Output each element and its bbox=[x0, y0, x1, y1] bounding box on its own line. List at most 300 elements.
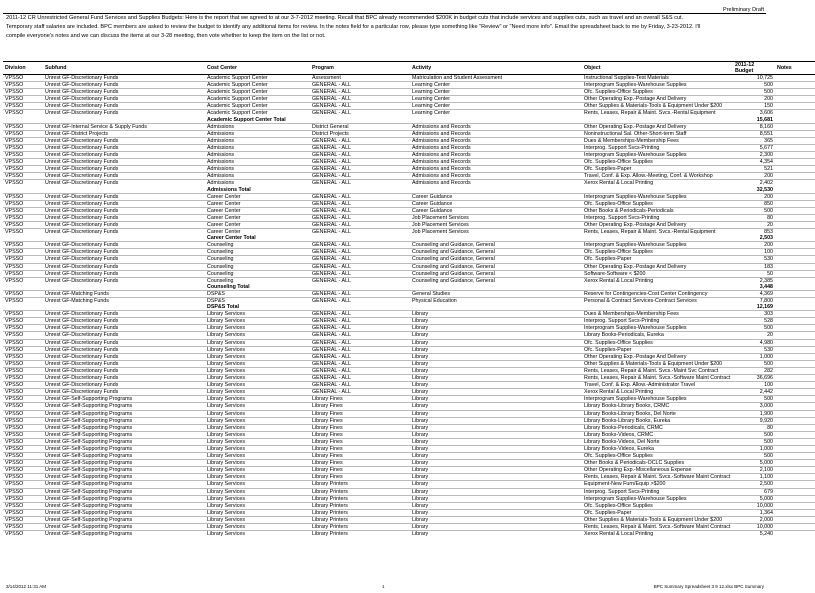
table-row bbox=[3, 346, 815, 353]
table-cell: 500 bbox=[733, 453, 775, 460]
table-cell: 365 bbox=[733, 137, 775, 144]
notes-cell[interactable] bbox=[775, 346, 815, 353]
notes-cell[interactable] bbox=[775, 193, 815, 200]
notes-cell[interactable] bbox=[775, 256, 815, 263]
notes-cell[interactable] bbox=[775, 249, 815, 256]
table-cell: Library Services bbox=[205, 509, 310, 516]
table-cell: Ofc. Supplies-Paper bbox=[582, 256, 733, 263]
notes-cell[interactable] bbox=[775, 235, 815, 242]
table-cell: 8,160 bbox=[733, 123, 775, 130]
footer-filename: BPC Summary Spreadsheet 3 9 12.xlsx BPC Summary bbox=[653, 584, 764, 589]
notes-cell[interactable] bbox=[775, 152, 815, 159]
table-cell: Interprogram Supplies-Warehouse Supplies bbox=[582, 242, 733, 249]
table-cell: Unrest GF-Self-Supporting Programs bbox=[43, 524, 205, 531]
table-row bbox=[3, 445, 815, 452]
table-cell: Ofc. Supplies-Office Supplies bbox=[582, 89, 733, 96]
table-cell: DSP&S bbox=[205, 290, 310, 297]
table-cell: Admissions bbox=[205, 137, 310, 144]
notes-cell[interactable] bbox=[775, 200, 815, 207]
table-cell: Library bbox=[410, 389, 582, 396]
table-cell: Unrest GF-Discretionary Funds bbox=[43, 75, 205, 82]
notes-cell[interactable] bbox=[775, 431, 815, 438]
table-cell: 183 bbox=[733, 263, 775, 270]
table-cell: Career Center bbox=[205, 214, 310, 221]
table-cell: VPSSO bbox=[3, 249, 43, 256]
table-cell: 200 bbox=[733, 242, 775, 249]
notes-cell[interactable] bbox=[775, 531, 815, 538]
notes-cell[interactable] bbox=[775, 290, 815, 297]
notes-cell[interactable] bbox=[775, 173, 815, 180]
table-cell: GENERAL - ALL bbox=[310, 353, 410, 360]
table-cell: Ofc. Supplies-Office Supplies bbox=[582, 200, 733, 207]
table-cell: GENERAL - ALL bbox=[310, 346, 410, 353]
table-cell: 32,530 bbox=[756, 186, 773, 193]
table-cell: GENERAL - ALL bbox=[310, 137, 410, 144]
notes-cell[interactable] bbox=[775, 410, 815, 417]
table-cell: Library Services bbox=[205, 531, 310, 538]
notes-cell[interactable] bbox=[775, 103, 815, 110]
notes-cell[interactable] bbox=[775, 298, 815, 305]
table-cell: Library Books-Library Books, Eureka bbox=[582, 417, 733, 424]
table-cell: Unrest GF-Discretionary Funds bbox=[43, 277, 205, 284]
table-cell: Unrest GF-Discretionary Funds bbox=[43, 375, 205, 382]
table-row bbox=[3, 290, 815, 297]
table-cell: Library bbox=[410, 488, 582, 495]
table-cell: Unrest GF-Discretionary Funds bbox=[43, 318, 205, 325]
table-cell: Admissions Total bbox=[207, 186, 251, 193]
table-cell: Library Books-Videos, Del Norte bbox=[582, 438, 733, 445]
table-cell: 36,696 bbox=[733, 375, 775, 382]
table-row bbox=[3, 152, 815, 159]
notes-cell[interactable] bbox=[775, 417, 815, 424]
notes-cell[interactable] bbox=[775, 367, 815, 374]
notes-cell[interactable] bbox=[775, 123, 815, 130]
notes-cell[interactable] bbox=[775, 474, 815, 481]
table-cell bbox=[3, 117, 43, 124]
notes-cell[interactable] bbox=[775, 242, 815, 249]
table-cell: Unrest GF-Discretionary Funds bbox=[43, 96, 205, 103]
table-cell: VPSSO bbox=[3, 325, 43, 332]
notes-cell[interactable] bbox=[775, 424, 815, 431]
notes-cell[interactable] bbox=[775, 75, 815, 82]
notes-cell[interactable] bbox=[775, 325, 815, 332]
table-cell: 5,000 bbox=[733, 460, 775, 467]
notes-cell[interactable] bbox=[775, 137, 815, 144]
table-cell: Interprog. Support Svcs-Printing bbox=[582, 214, 733, 221]
table-cell: Counseling and Guidance, General bbox=[410, 277, 582, 284]
notes-cell[interactable] bbox=[775, 130, 815, 137]
table-cell bbox=[410, 117, 582, 124]
table-cell: Library bbox=[410, 367, 582, 374]
table-cell: Learning Center bbox=[410, 103, 582, 110]
table-cell: 12,169 bbox=[756, 304, 773, 311]
table-cell: Admissions and Records bbox=[410, 152, 582, 159]
table-cell: Library Books-Periodicals, Eureka bbox=[582, 332, 733, 339]
column-header: Notes bbox=[775, 62, 815, 75]
table-cell: GENERAL - ALL bbox=[310, 270, 410, 277]
notes-cell[interactable] bbox=[775, 166, 815, 173]
table-cell: 528 bbox=[733, 318, 775, 325]
column-header: Cost Center bbox=[205, 62, 310, 75]
table-cell: Counseling bbox=[205, 242, 310, 249]
table-cell: VPSSO bbox=[3, 424, 43, 431]
notes-cell[interactable] bbox=[775, 332, 815, 339]
notes-cell[interactable] bbox=[775, 524, 815, 531]
table-cell: GENERAL - ALL bbox=[310, 89, 410, 96]
table-cell: Other Supplies & Materials-Tools & Equipment Under $200 bbox=[582, 103, 733, 110]
table-cell: 530 bbox=[733, 256, 775, 263]
notes-cell[interactable] bbox=[775, 396, 815, 403]
table-cell: Admissions bbox=[205, 123, 310, 130]
table-cell: GENERAL - ALL bbox=[310, 207, 410, 214]
notes-cell[interactable] bbox=[775, 481, 815, 488]
table-cell: Unrest GF-Self-Supporting Programs bbox=[43, 516, 205, 523]
notes-cell[interactable] bbox=[775, 277, 815, 284]
table-cell: Library Services bbox=[205, 438, 310, 445]
table-cell: 2,402 bbox=[733, 180, 775, 187]
notes-cell[interactable] bbox=[775, 82, 815, 89]
table-cell: Unrest GF-Discretionary Funds bbox=[43, 249, 205, 256]
table-cell: 7,800 bbox=[733, 298, 775, 305]
notes-cell[interactable] bbox=[775, 207, 815, 214]
table-row bbox=[3, 524, 815, 531]
table-cell: Library Services bbox=[205, 339, 310, 346]
table-cell: VPSSO bbox=[3, 382, 43, 389]
table-cell: Library Printers bbox=[310, 516, 410, 523]
table-cell: Library Printers bbox=[310, 502, 410, 509]
table-cell: Library bbox=[410, 431, 582, 438]
table-cell: 2,300 bbox=[733, 152, 775, 159]
notes-cell[interactable] bbox=[775, 96, 815, 103]
table-cell: 10,725 bbox=[733, 75, 775, 82]
table-cell: Library bbox=[410, 445, 582, 452]
table-cell: VPSSO bbox=[3, 159, 43, 166]
table-cell: Library bbox=[410, 360, 582, 367]
notes-cell[interactable] bbox=[775, 502, 815, 509]
notes-cell[interactable] bbox=[775, 263, 815, 270]
table-cell: Learning Center bbox=[410, 96, 582, 103]
table-cell: Unrest GF-Discretionary Funds bbox=[43, 152, 205, 159]
table-cell: Academic Support Center Total bbox=[207, 116, 286, 123]
table-cell: Library bbox=[410, 332, 582, 339]
table-cell: Unrest GF-Discretionary Funds bbox=[43, 180, 205, 187]
table-row bbox=[3, 193, 815, 200]
notes-cell[interactable] bbox=[775, 453, 815, 460]
table-cell: GENERAL - ALL bbox=[310, 96, 410, 103]
table-cell: 500 bbox=[733, 360, 775, 367]
table-cell: VPSSO bbox=[3, 460, 43, 467]
table-cell: Rents, Leases, Repair & Maint. Svcs.-Rental Equipment bbox=[582, 229, 733, 236]
table-cell: VPSSO bbox=[3, 89, 43, 96]
table-cell: Matriculation and Student Assessment bbox=[410, 75, 582, 82]
notes-cell[interactable] bbox=[775, 389, 815, 396]
notes-cell[interactable] bbox=[775, 304, 815, 311]
table-cell: Library Fines bbox=[310, 431, 410, 438]
notes-cell[interactable] bbox=[775, 221, 815, 228]
table-cell: VPSSO bbox=[3, 467, 43, 474]
table-cell: GENERAL - ALL bbox=[310, 173, 410, 180]
notes-cell[interactable] bbox=[775, 360, 815, 367]
table-cell: Library bbox=[410, 353, 582, 360]
table-cell: Unrest GF-Discretionary Funds bbox=[43, 110, 205, 117]
table-row bbox=[3, 410, 815, 417]
table-cell: Library Fines bbox=[310, 438, 410, 445]
table-cell: Other Supplies & Materials-Tools & Equipment Under $200 bbox=[582, 516, 733, 523]
table-cell: Library Fines bbox=[310, 445, 410, 452]
table-row bbox=[3, 495, 815, 502]
table-cell: VPSSO bbox=[3, 431, 43, 438]
table-cell: Library Services bbox=[205, 318, 310, 325]
table-cell: Library Services bbox=[205, 353, 310, 360]
table-cell: Other Supplies & Materials-Tools & Equipment Under $200 bbox=[582, 360, 733, 367]
table-cell: GENERAL - ALL bbox=[310, 144, 410, 151]
table-cell: Unrest GF-Discretionary Funds bbox=[43, 159, 205, 166]
table-cell: 2,442 bbox=[733, 389, 775, 396]
table-row bbox=[3, 339, 815, 346]
total-row bbox=[3, 284, 815, 291]
notes-cell[interactable] bbox=[775, 159, 815, 166]
table-cell: Unrest GF-Discretionary Funds bbox=[43, 207, 205, 214]
table-cell: Admissions and Records bbox=[410, 130, 582, 137]
table-row bbox=[3, 325, 815, 332]
table-cell: 679 bbox=[733, 488, 775, 495]
table-cell: Unrest GF-Discretionary Funds bbox=[43, 256, 205, 263]
table-cell: VPSSO bbox=[3, 509, 43, 516]
table-row bbox=[3, 431, 815, 438]
table-cell: Dues & Memberships-Membership Fees bbox=[582, 137, 733, 144]
table-body bbox=[3, 75, 815, 538]
table-cell bbox=[582, 284, 733, 291]
table-cell: Library bbox=[410, 403, 582, 410]
table-cell: GENERAL - ALL bbox=[310, 389, 410, 396]
table-cell: Academic Support Center bbox=[205, 103, 310, 110]
table-cell: Library bbox=[410, 467, 582, 474]
table-cell: Library bbox=[410, 531, 582, 538]
table-cell: Library Printers bbox=[310, 524, 410, 531]
table-cell: Admissions bbox=[205, 130, 310, 137]
table-cell: GENERAL - ALL bbox=[310, 249, 410, 256]
notes-cell[interactable] bbox=[775, 318, 815, 325]
table-cell: 303 bbox=[733, 311, 775, 318]
table-row bbox=[3, 277, 815, 284]
table-cell: 500 bbox=[733, 431, 775, 438]
table-cell: VPSSO bbox=[3, 481, 43, 488]
table-cell bbox=[582, 117, 733, 124]
table-cell bbox=[310, 284, 410, 291]
table-cell: Unrest GF-Discretionary Funds bbox=[43, 339, 205, 346]
table-cell: Rents, Leases, Repair & Maint. Svcs.-Maint Svc Contract bbox=[582, 367, 733, 374]
table-cell: 100 bbox=[733, 382, 775, 389]
table-cell: Library Fines bbox=[310, 403, 410, 410]
table-row bbox=[3, 488, 815, 495]
table-cell: GENERAL - ALL bbox=[310, 382, 410, 389]
table-row bbox=[3, 110, 815, 117]
table-cell: Library Services bbox=[205, 516, 310, 523]
notes-cell[interactable] bbox=[775, 438, 815, 445]
notes-cell[interactable] bbox=[775, 339, 815, 346]
table-cell: GENERAL - ALL bbox=[310, 103, 410, 110]
notes-cell[interactable] bbox=[775, 375, 815, 382]
table-cell: Ofc. Supplies-Paper bbox=[582, 166, 733, 173]
table-cell: Unrest GF-Discretionary Funds bbox=[43, 325, 205, 332]
table-cell: Counseling and Guidance, General bbox=[410, 263, 582, 270]
table-cell: Library Printers bbox=[310, 531, 410, 538]
table-cell: Career Center bbox=[205, 207, 310, 214]
table-row bbox=[3, 403, 815, 410]
table-row bbox=[3, 263, 815, 270]
table-cell bbox=[43, 304, 205, 311]
table-cell: VPSSO bbox=[3, 311, 43, 318]
table-cell: Ofc. Supplies-Office Supplies bbox=[582, 339, 733, 346]
table-cell: Library bbox=[410, 311, 582, 318]
notes-cell[interactable] bbox=[775, 460, 815, 467]
table-cell: Library Fines bbox=[310, 410, 410, 417]
notes-cell[interactable] bbox=[775, 516, 815, 523]
notes-cell[interactable] bbox=[775, 495, 815, 502]
table-cell: 500 bbox=[733, 207, 775, 214]
table-cell: Library bbox=[410, 396, 582, 403]
table-cell: VPSSO bbox=[3, 438, 43, 445]
table-cell: 5,000 bbox=[733, 495, 775, 502]
table-cell bbox=[43, 117, 205, 124]
table-cell: Unrest GF-Self-Supporting Programs bbox=[43, 431, 205, 438]
notes-cell[interactable] bbox=[775, 89, 815, 96]
table-cell: GENERAL - ALL bbox=[310, 200, 410, 207]
table-cell: Career Center Total bbox=[207, 235, 256, 242]
notes-cell[interactable] bbox=[775, 509, 815, 516]
table-cell: VPSSO bbox=[3, 221, 43, 228]
table-cell: Interprogram Supplies-Warehouse Supplies bbox=[582, 325, 733, 332]
table-cell: Library Services bbox=[205, 431, 310, 438]
table-cell: 4,369 bbox=[733, 290, 775, 297]
notes-cell[interactable] bbox=[775, 311, 815, 318]
table-cell: 200 bbox=[733, 173, 775, 180]
notes-cell[interactable] bbox=[775, 445, 815, 452]
table-cell: VPSSO bbox=[3, 96, 43, 103]
table-cell: Unrest GF-Discretionary Funds bbox=[43, 173, 205, 180]
table-row bbox=[3, 229, 815, 236]
table-row bbox=[3, 367, 815, 374]
table-cell: Travel, Conf. & Exp. Allow.-Administrator Travel bbox=[582, 382, 733, 389]
table-cell: GENERAL - ALL bbox=[310, 180, 410, 187]
notes-cell[interactable] bbox=[775, 229, 815, 236]
table-row bbox=[3, 159, 815, 166]
table-cell: Learning Center bbox=[410, 82, 582, 89]
table-cell: GENERAL - ALL bbox=[310, 332, 410, 339]
table-cell: Unrest GF-Self-Supporting Programs bbox=[43, 495, 205, 502]
table-cell: VPSSO bbox=[3, 396, 43, 403]
table-cell: Admissions and Records bbox=[410, 144, 582, 151]
notes-cell[interactable] bbox=[775, 467, 815, 474]
notes-cell[interactable] bbox=[775, 110, 815, 117]
table-row bbox=[3, 200, 815, 207]
table-row bbox=[3, 75, 815, 82]
table-cell: Library Services bbox=[205, 403, 310, 410]
table-cell: Unrest GF-Self-Supporting Programs bbox=[43, 417, 205, 424]
table-cell: Counseling bbox=[205, 263, 310, 270]
intro-text: 2011-12 CR Unrestricted General Fund Services and Supplies Budgets: Here is the report that we agreed to at our 3-7-2012 meeting. Recall that BPC already recommended $200K in budget cuts that include services and supplies cuts, such as travel and an overall S&S cut. Temporary staff salaries are included. BPC members are asked to review the budget to identify any additional items for review. In the notes field for a particular row, please type something like "Review" or "Need more info". Email the spreadsheet back to me by Friday, 3-23-2012. I'll compile everyone's notes and we can discuss the items at our 3-28 meeting, then vote whether to keep the item on the list or not. bbox=[6, 15, 701, 40]
table-cell: Unrest GF-Discretionary Funds bbox=[43, 221, 205, 228]
table-cell: Library Fines bbox=[310, 417, 410, 424]
table-cell: Unrest GF-Self-Supporting Programs bbox=[43, 453, 205, 460]
table-cell: VPSSO bbox=[3, 123, 43, 130]
table-cell: 20 bbox=[733, 332, 775, 339]
notes-cell[interactable] bbox=[775, 403, 815, 410]
table-cell: Library Books-Videos, Eureka bbox=[582, 445, 733, 452]
table-cell: Library bbox=[410, 346, 582, 353]
table-cell: Admissions and Records bbox=[410, 159, 582, 166]
column-header: Program bbox=[310, 62, 410, 75]
table-cell: District Projects bbox=[310, 130, 410, 137]
notes-cell[interactable] bbox=[775, 284, 815, 291]
table-cell: Library bbox=[410, 481, 582, 488]
notes-cell[interactable] bbox=[775, 488, 815, 495]
table-row bbox=[3, 509, 815, 516]
table-cell: Admissions and Records bbox=[410, 180, 582, 187]
table-cell: Learning Center bbox=[410, 89, 582, 96]
table-cell: Counseling and Guidance, General bbox=[410, 249, 582, 256]
table-row bbox=[3, 256, 815, 263]
table-cell: VPSSO bbox=[3, 110, 43, 117]
notes-cell[interactable] bbox=[775, 117, 815, 124]
table-cell: Counseling Total bbox=[207, 283, 250, 290]
table-cell: Library bbox=[410, 502, 582, 509]
table-cell: Career Guidance bbox=[410, 193, 582, 200]
notes-cell[interactable] bbox=[775, 270, 815, 277]
table-cell: GENERAL - ALL bbox=[310, 166, 410, 173]
table-cell: 80 bbox=[733, 214, 775, 221]
table-cell: Interprog. Support Svcs-Printing bbox=[582, 488, 733, 495]
table-cell bbox=[410, 304, 582, 311]
table-cell: 500 bbox=[733, 438, 775, 445]
table-cell: Library Services bbox=[205, 325, 310, 332]
table-cell: Career Center bbox=[205, 193, 310, 200]
table-cell: Library Services bbox=[205, 424, 310, 431]
notes-cell[interactable] bbox=[775, 214, 815, 221]
table-cell: Academic Support Center bbox=[205, 96, 310, 103]
table-cell: VPSSO bbox=[3, 130, 43, 137]
table-cell: Library bbox=[410, 474, 582, 481]
table-cell: District General bbox=[310, 123, 410, 130]
table-cell: Personal & Contract Services-Contract Services bbox=[582, 298, 733, 305]
table-cell: 2,100 bbox=[733, 467, 775, 474]
notes-cell[interactable] bbox=[775, 353, 815, 360]
table-cell: Unrest GF-Matching Funds bbox=[43, 298, 205, 305]
table-cell: Unrest GF-Discretionary Funds bbox=[43, 263, 205, 270]
table-cell: 1,000 bbox=[733, 445, 775, 452]
table-cell: VPSSO bbox=[3, 207, 43, 214]
table-cell bbox=[3, 235, 43, 242]
notes-cell[interactable] bbox=[775, 382, 815, 389]
notes-cell[interactable] bbox=[775, 187, 815, 194]
table-cell: Interprogram Supplies-Warehouse Supplies bbox=[582, 152, 733, 159]
table-cell: GENERAL - ALL bbox=[310, 290, 410, 297]
table-cell: Library Services bbox=[205, 445, 310, 452]
table-row bbox=[3, 318, 815, 325]
table-cell: GENERAL - ALL bbox=[310, 298, 410, 305]
table-cell: Library Services bbox=[205, 410, 310, 417]
table-cell bbox=[582, 235, 733, 242]
notes-cell[interactable] bbox=[775, 180, 815, 187]
table-cell: VPSSO bbox=[3, 263, 43, 270]
table-cell: Counseling and Guidance, General bbox=[410, 242, 582, 249]
notes-cell[interactable] bbox=[775, 144, 815, 151]
table-cell bbox=[410, 187, 582, 194]
table-cell: Library Services bbox=[205, 524, 310, 531]
table-cell: Interprogram Supplies-Warehouse Supplies bbox=[582, 193, 733, 200]
table-cell: GENERAL - ALL bbox=[310, 193, 410, 200]
table-cell: VPSSO bbox=[3, 75, 43, 82]
